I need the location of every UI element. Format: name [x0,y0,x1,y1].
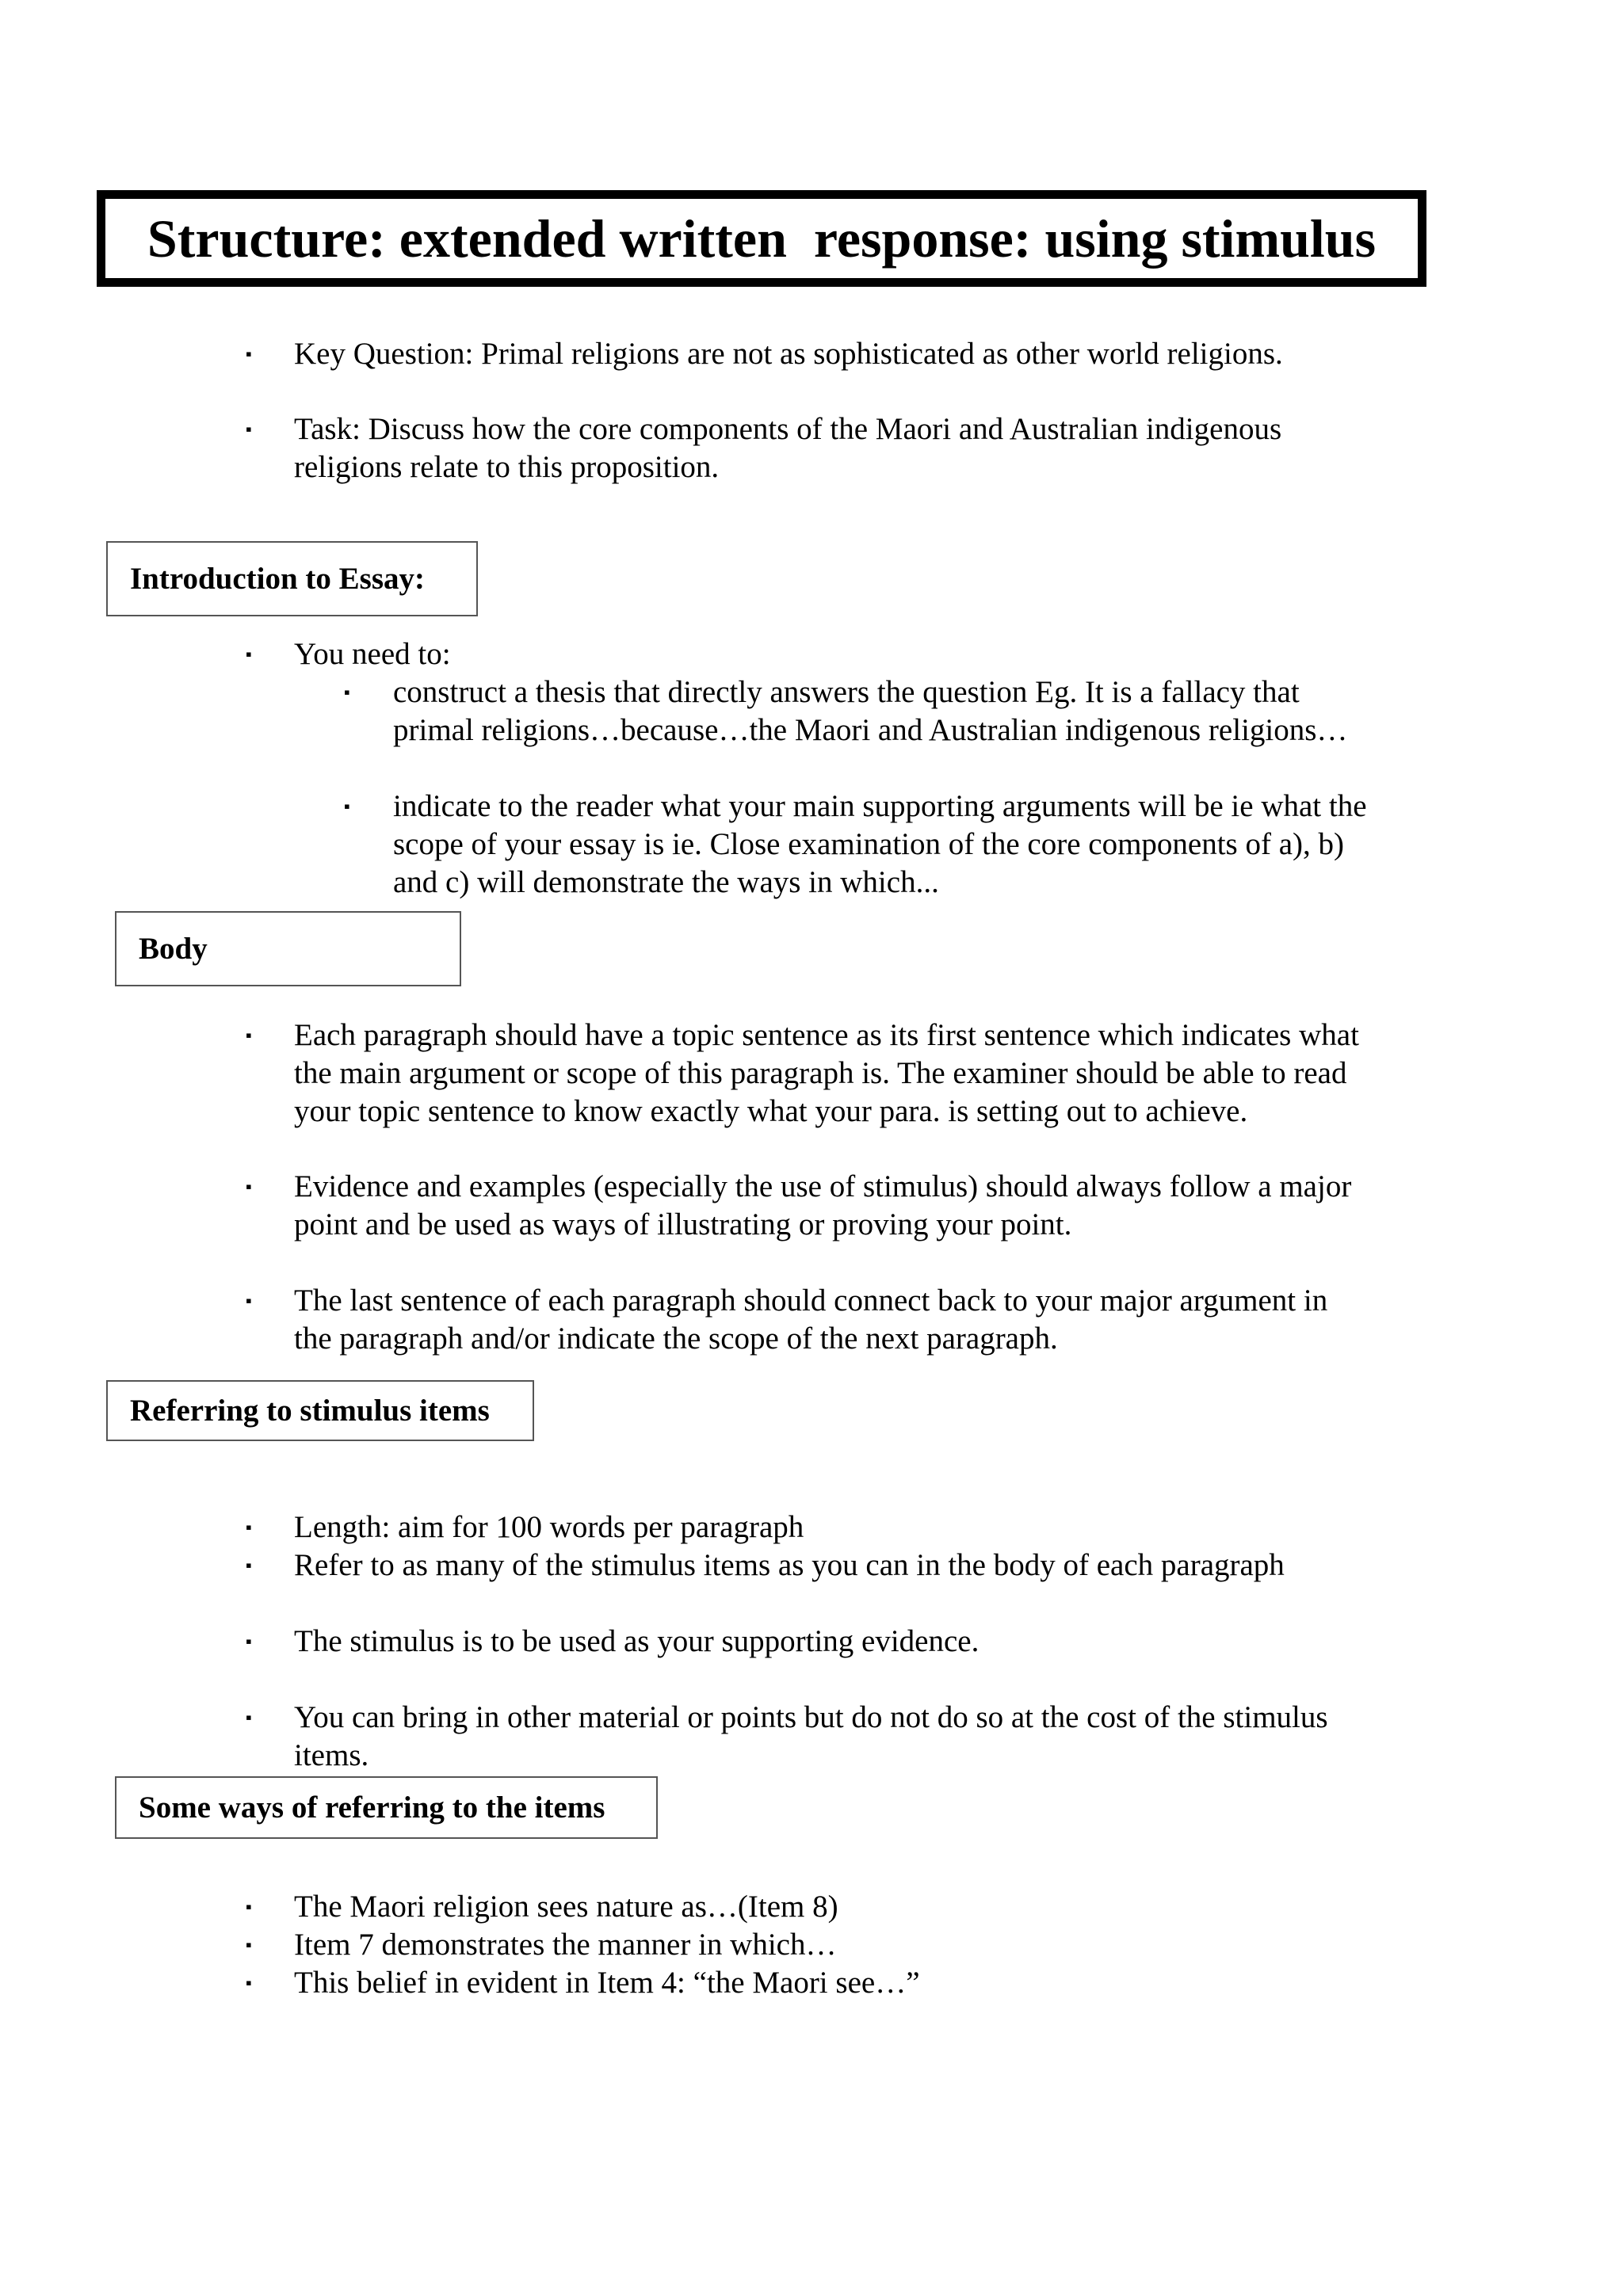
line: The Maori religion sees nature as…(Item 8) [294,1890,838,1924]
line: Evidence and examples (especially the use of stimulus) should always follow a major [294,1169,1352,1203]
line: Item 7 demonstrates the manner in which… [294,1928,837,1962]
line: This belief in evident in Item 4: “the Maori see…” [294,1966,920,2000]
bullet-icon: ▪ [246,1555,252,1575]
line: primal religions…because…the Maori and Australian indigenous religions… [393,713,1348,747]
bullet-icon: ▪ [246,1517,252,1537]
line: scope of your essay is ie. Close examination of the core components of a), b) [393,827,1344,861]
bullet-icon: ▪ [246,1935,252,1955]
line: You can bring in other material or points but do not do so at the cost of the stimulus [294,1700,1328,1734]
line: Refer to as many of the stimulus items as you can in the body of each paragraph [294,1548,1285,1582]
bullet-icon: ▪ [344,796,350,816]
section-introduction-heading [106,541,478,616]
bullet-icon: ▪ [246,1025,252,1045]
line: The stimulus is to be used as your supporting evidence. [294,1624,980,1658]
bullet-icon: ▪ [246,1177,252,1196]
line: indicate to the reader what your main supporting arguments will be ie what the [393,789,1367,823]
section-referring-heading [106,1380,534,1441]
line: your topic sentence to know exactly what your para. is setting out to achieve. [294,1094,1248,1128]
section-body-heading [115,911,461,986]
page-title: Structure: extended written response: using stimulus [147,208,1377,269]
line: point and be used as ways of illustrating or proving your point. [294,1207,1072,1241]
bullet-icon: ▪ [246,1631,252,1651]
section-label: Some ways of referring to the items [139,1791,605,1825]
bullet-icon: ▪ [246,644,252,664]
section-ways-heading [115,1776,658,1839]
line: Key Question: Primal religions are not as sophisticated as other world religions. [294,337,1283,371]
bullet-icon: ▪ [344,682,350,702]
line: the main argument or scope of this paragraph is. The examiner should be able to read [294,1056,1347,1090]
section-label: Referring to stimulus items [130,1394,490,1428]
line: Length: aim for 100 words per paragraph [294,1510,804,1544]
bullet-icon: ▪ [246,1707,252,1727]
bullet-icon: ▪ [246,344,252,364]
title-box [97,190,1426,287]
section-label: Introduction to Essay: [130,562,426,596]
line: You need to: [294,637,451,671]
bullet-icon: ▪ [246,419,252,439]
bullet-icon: ▪ [246,1291,252,1310]
line: the paragraph and/or indicate the scope of the next paragraph. [294,1322,1058,1356]
line: Task: Discuss how the core components of the Maori and Australian indigenous [294,412,1282,446]
line: construct a thesis that directly answers the question Eg. It is a fallacy that [393,675,1300,709]
section-label: Body [139,932,208,966]
line: and c) will demonstrate the ways in which... [393,865,939,899]
bullet-icon: ▪ [246,1897,252,1917]
line: Each paragraph should have a topic sentence as its first sentence which indicates what [294,1018,1359,1052]
line: religions relate to this proposition. [294,450,720,484]
line: items. [294,1738,369,1772]
bullet-icon: ▪ [246,1973,252,1993]
line: The last sentence of each paragraph should connect back to your major argument in [294,1283,1328,1318]
